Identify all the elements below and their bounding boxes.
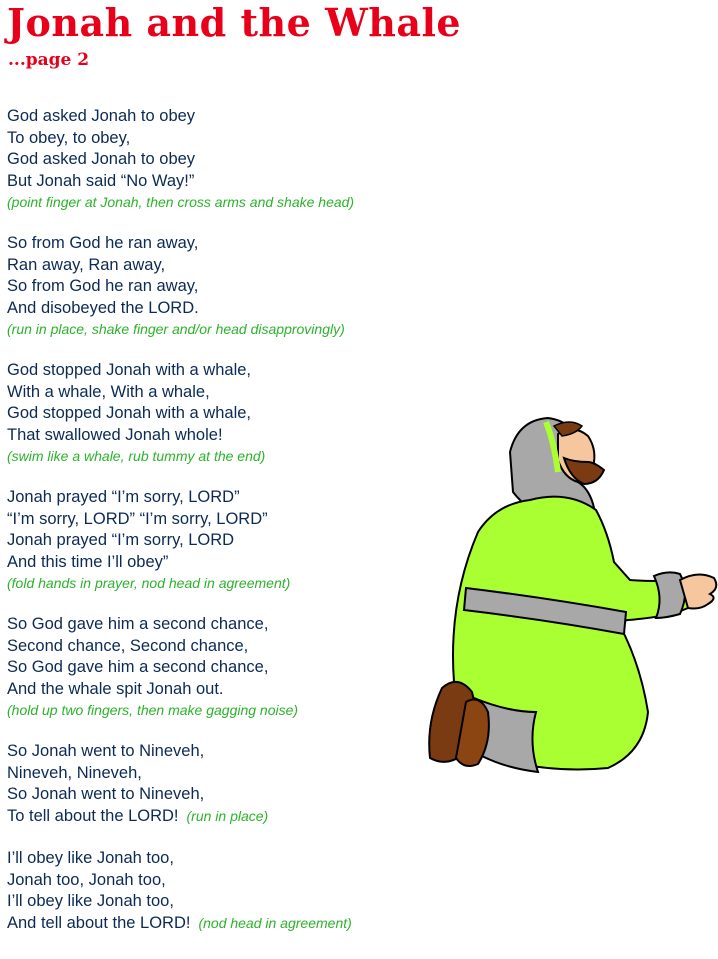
lyric-line: With a whale, With a whale,: [7, 382, 210, 401]
lyric-line: [7, 806, 487, 828]
lyric-line: God asked Jonah to obey: [7, 150, 196, 168]
lyric-line: But Jonah said “No Way!”: [7, 171, 195, 190]
lyric-line: So God gave him a second chance,: [7, 658, 269, 676]
verse: [7, 848, 487, 934]
lyric-line: [7, 913, 487, 935]
lyric-line: “I’m sorry, LORD” “I’m sorry, LORD”: [7, 509, 268, 528]
page-subtitle: ...page 2: [8, 50, 90, 70]
verse: [7, 614, 487, 720]
lyric-line: I’ll obey like Jonah too,: [7, 892, 174, 910]
lyric-line: And the whale spit Jonah out.: [7, 679, 224, 698]
lyric-line: Jonah prayed “I’m sorry, LORD”: [7, 488, 240, 506]
lyric-line: I’ll obey like Jonah too,: [7, 849, 174, 867]
lyric-line: And disobeyed the LORD.: [7, 298, 199, 317]
kneeling-jonah-icon: [418, 412, 718, 782]
lyric-line: To obey, to obey,: [7, 128, 131, 147]
verse: [7, 741, 487, 827]
lyric-line: So Jonah went to Nineveh,: [7, 742, 205, 760]
lyric-line: God stopped Jonah with a whale,: [7, 404, 251, 422]
song-lyrics: [7, 106, 487, 955]
lyric-text: To tell about the LORD!: [7, 806, 179, 825]
lyric-line: So from God he ran away,: [7, 277, 199, 295]
verse: [7, 233, 487, 339]
lyric-line: Jonah prayed “I’m sorry, LORD: [7, 531, 235, 549]
lyric-line: So God gave him a second chance,: [7, 615, 269, 633]
lyric-line: God stopped Jonah with a whale,: [7, 361, 251, 379]
action-direction: (nod head in agreement): [198, 914, 352, 931]
verse: [7, 360, 487, 466]
lyric-text: And tell about the LORD!: [7, 913, 191, 932]
lyric-line: Nineveh, Nineveh,: [7, 763, 142, 782]
action-direction: (run in place): [186, 807, 269, 824]
page-title: Jonah and the Whale: [7, 0, 462, 45]
lyric-line: God asked Jonah to obey: [7, 107, 196, 125]
lyric-line: So from God he ran away,: [7, 234, 199, 252]
lyric-line: Second chance, Second chance,: [7, 636, 249, 655]
action-direction: (fold hands in prayer, nod head in agreement): [7, 575, 291, 591]
action-direction: (point finger at Jonah, then cross arms and shake head): [7, 194, 355, 210]
lyric-line: That swallowed Jonah whole!: [7, 425, 223, 444]
verse: [7, 106, 487, 212]
action-direction: (hold up two fingers, then make gagging noise): [7, 702, 299, 718]
action-direction: (run in place, shake finger and/or head disapprovingly): [7, 321, 345, 337]
lyric-line: Ran away, Ran away,: [7, 255, 166, 274]
verse: [7, 487, 487, 593]
lyric-line: So Jonah went to Nineveh,: [7, 785, 205, 803]
lyric-line: And this time I’ll obey”: [7, 552, 169, 571]
lyric-line: Jonah too, Jonah too,: [7, 870, 166, 889]
action-direction: (swim like a whale, rub tummy at the end): [7, 448, 266, 464]
